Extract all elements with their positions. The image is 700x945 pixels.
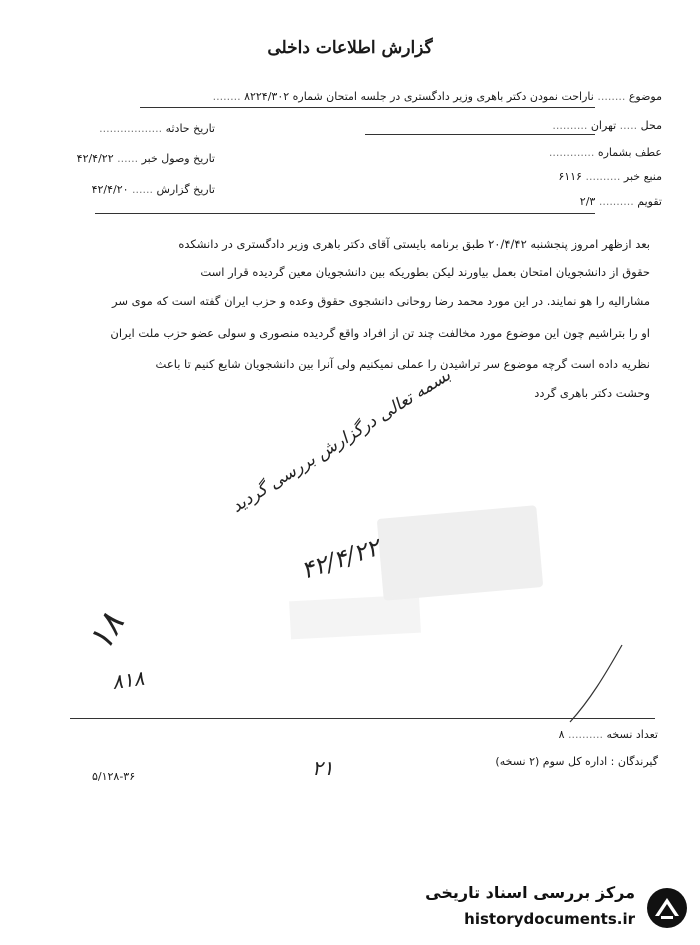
doc-code: ۵/۱۲۸-۳۶ <box>92 770 136 783</box>
margin-stroke <box>560 640 630 730</box>
report-date-field: تاریخ گزارش ...... ۴۲/۴/۲۰ <box>91 183 215 196</box>
body-line: حقوق از دانشجویان امتحان بعمل بیاورند لیکن بطوریکه بین دانشجویان معین گردیده قرار است <box>200 265 650 279</box>
handwritten-date: ۴۲/۴/۲۲ <box>297 533 383 585</box>
receipt-date-label: تاریخ وصول خبر <box>141 152 215 165</box>
document-title: گزارش اطلاعات داخلی <box>267 38 433 58</box>
place-field: محل ..... تهران .......... <box>552 119 662 132</box>
number-value: ۸۲۲۴/۳۰۲ <box>244 90 290 103</box>
source-label: منبع خبر <box>623 170 662 183</box>
body-line: نظریه داده است گرچه موضوع سر تراشیدن را عملی نمیکنیم ولی آنرا بین دانشجویان شایع کنیم تا باعث <box>155 357 650 371</box>
ref-number-field: عطف بشماره ............. <box>548 146 662 159</box>
evaluation-field: تقویم .......... ۲/۳ <box>579 195 662 208</box>
copies-label: تعداد نسخه <box>606 728 658 741</box>
source-value: ۶۱۱۶ <box>558 170 582 183</box>
body-line: او را بتراشیم چون این موضوع مورد مخالفت چند تن از افراد واقع گردیده منصوری و سولی عضو حزب ملت ایران <box>110 326 650 340</box>
subject-underline <box>140 107 595 108</box>
margin-mark: ۱۸ <box>79 606 133 658</box>
report-date-label: تاریخ گزارش <box>156 183 215 196</box>
subject-field: موضوع ........ ناراحت نمودن دکتر باهری وزیر دادگستری در جلسه امتحان شماره ۸۲۲۴/۳۰۲ ........ <box>212 90 662 103</box>
recipient-label: گیرندگان <box>617 755 658 768</box>
branding-name: مرکز بررسی اسناد تاریخی <box>425 883 635 902</box>
recipient-value: اداره کل سوم (۲ نسخه) <box>495 755 608 768</box>
receipt-date-value: ۴۲/۴/۲۲ <box>76 152 114 165</box>
place-value: تهران <box>590 119 617 132</box>
copies-value: ۸ <box>558 728 565 741</box>
footer-separator <box>70 718 655 719</box>
receipt-date-field: تاریخ وصول خبر ...... ۴۲/۴/۲۲ <box>76 152 215 165</box>
handwritten-note: بسمه تعالی درگزارش بررسی گردید <box>228 365 455 517</box>
branding-logo <box>400 878 695 940</box>
subject-label: موضوع <box>628 90 662 103</box>
copies-field: تعداد نسخه .......... ۸ <box>558 728 658 741</box>
body-line: بعد ازظهر امروز پنجشنبه ۲۰/۴/۴۲ طبق برنامه بایستی آقای دکتر باهری وزیر دادگستری در دانشکده <box>178 237 650 251</box>
faded-stamp <box>377 505 544 601</box>
books-icon <box>645 886 689 930</box>
evaluation-value: ۲/۳ <box>579 195 596 208</box>
source-field: منبع خبر .......... ۶۱۱۶ <box>558 170 662 183</box>
place-underline <box>365 134 595 135</box>
body-line: وحشت دکتر باهری گردد <box>534 386 650 400</box>
faded-stamp-small <box>289 595 421 640</box>
report-date-value: ۴۲/۴/۲۰ <box>91 183 129 196</box>
incident-date-label: تاریخ حادثه <box>165 122 215 135</box>
footer-mark: ۲۱ <box>312 756 334 780</box>
recipient-field: گیرندگان : اداره کل سوم (۲ نسخه) <box>495 755 658 768</box>
incident-date-field: تاریخ حادثه .................. <box>99 122 215 135</box>
margin-mark: ۸۱۸ <box>110 665 146 695</box>
ref-number-label: عطف بشماره <box>597 146 662 159</box>
header-separator <box>95 213 595 214</box>
subject-value: ناراحت نمودن دکتر باهری وزیر دادگستری در جلسه امتحان <box>326 90 594 103</box>
number-label: شماره <box>292 90 323 103</box>
evaluation-label: تقویم <box>637 195 662 208</box>
body-line: مشارالیه را هو نمایند. در این مورد محمد رضا روحانی دانشجوی حقوق وعده و حزب ایران گفته است که موی سر <box>112 294 650 308</box>
place-label: محل <box>640 119 662 132</box>
branding-site: historydocuments.ir <box>464 910 635 928</box>
